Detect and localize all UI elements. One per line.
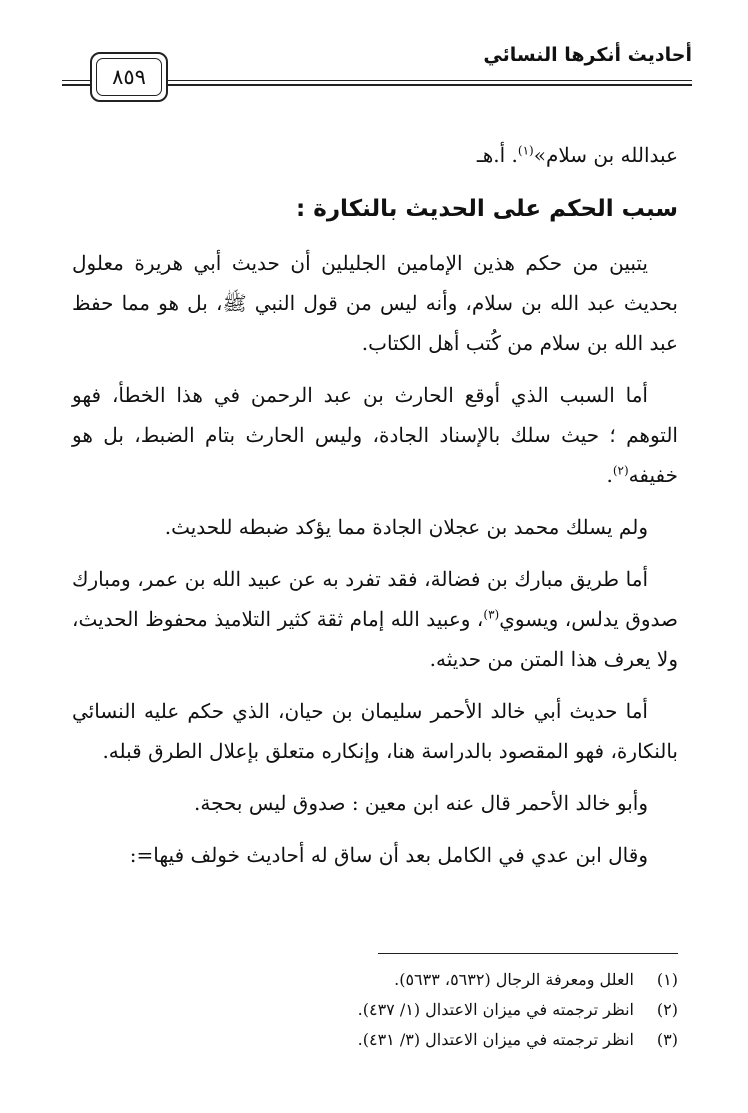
paragraph: أما حديث أبي خالد الأحمر سليمان بن حيان، الذي حكم عليه النسائي بالنكارة، فهو المقصود بالدراسة هنا، وإنكاره متعلق بإعلال الطرق قبله. (72, 699, 678, 763)
page-number: ٨٥٩ (112, 65, 146, 89)
paragraph: وأبو خالد الأحمر قال عنه ابن معين : صدوق ليس بحجة. (194, 791, 648, 815)
paragraph: أما السبب الذي أوقع الحارث بن عبد الرحمن في هذا الخطأ، فهو التوهم ؛ حيث سلك بالإسناد الجادة، وليس الحارث بتام الضبط، بل هو خفيفه$^{(٢)}$. (72, 383, 678, 487)
paragraph: أما طريق مبارك بن فضالة، فقد تفرد به عن عبيد الله بن عمر، ومبارك صدوق يدلس، ويسوي$^{(٣)}$، وعبيد الله إمام ثقة كثير التلاميذ محفوظ الحديث، ولا يعرف هذا المتن من حديثه. (72, 567, 678, 671)
footnote-rule (378, 953, 678, 954)
footnote: (١) العلل ومعرفة الرجال (٥٦٣٢، ٥٦٣٣). (394, 970, 678, 989)
section-heading: سبب الحكم على الحديث بالنكارة : (296, 196, 678, 222)
main-text (72, 135, 678, 875)
footnote-ref: (١) (517, 143, 534, 158)
footnote: (٢) انظر ترجمته في ميزان الاعتدال (١/ ٤٣٧). (357, 1000, 678, 1019)
footnote-ref: (٣) (483, 607, 500, 622)
paragraph: ولم يسلك محمد بن عجلان الجادة مما يؤكد ضبطه للحديث. (164, 515, 648, 539)
paragraph: عبدالله بن سلام»$^{(١)}$. أ.هـ (476, 143, 678, 167)
footnotes (72, 965, 678, 1055)
footnote-ref: (٢) (612, 463, 629, 478)
running-title: أحاديث أنكرها النسائي (483, 44, 692, 66)
footnote: (٣) انظر ترجمته في ميزان الاعتدال (٣/ ٤٣١). (357, 1030, 678, 1049)
paragraph: وقال ابن عدي في الكامل بعد أن ساق له أحاديث خولف فيها=: (129, 843, 648, 867)
page-number-frame (90, 52, 168, 102)
paragraph: يتبين من حكم هذين الإمامين الجليلين أن حديث أبي هريرة معلول بحديث عبد الله بن سلام، وأنه ليس من قول النبي ﷺ، بل هو مما حفظ عبد الله بن سلام من كُتب أهل الكتاب. (72, 251, 678, 355)
